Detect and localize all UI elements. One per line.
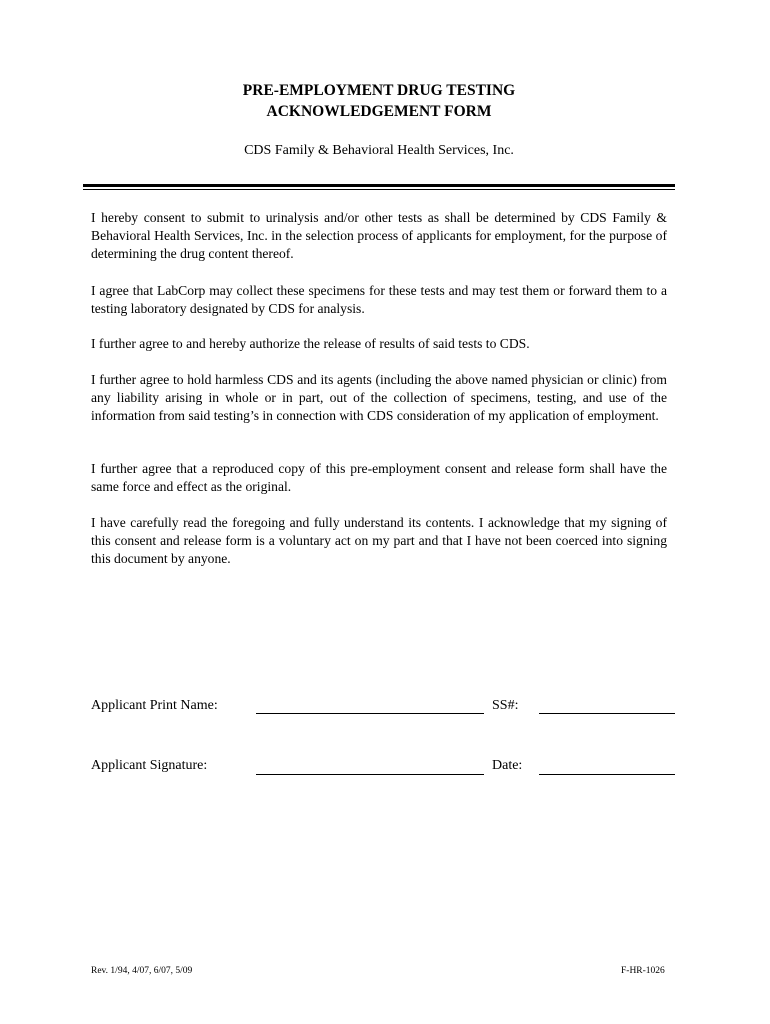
labcorp-paragraph: I agree that LabCorp may collect these specimens for these tests and may test them or forward them to a testing laboratory designated by CDS for analysis. <box>91 283 667 316</box>
revision-note: Rev. 1/94, 4/07, 6/07, 5/09 <box>91 966 193 976</box>
date-field[interactable] <box>539 774 675 775</box>
form-title-line-1: PRE-EMPLOYMENT DRUG TESTING <box>242 82 516 99</box>
reproduced-copy-paragraph: I further agree that a reproduced copy of this pre-employment consent and release form shall have the same force and effect as the original. <box>91 461 667 494</box>
header-divider-thin <box>83 189 675 190</box>
acknowledgement-paragraph: I have carefully read the foregoing and fully understand its contents. I acknowledge that my signing of this consent and release form is a voluntary act on my part and that I have not been coerced into signing this document by anyone. <box>91 515 667 566</box>
ss-field[interactable] <box>539 713 675 714</box>
hold-harmless-paragraph: I further agree to hold harmless CDS and its agents (including the above named physician or clinic) from any liability arising in whole or in part, out of the collection of specimens, testing, and use of the information from said testing’s in connection with CDS consideration of my application of employment. <box>91 372 667 423</box>
organization-name: CDS Family & Behavioral Health Services, Inc. <box>244 143 514 158</box>
release-paragraph: I further agree to and hereby authorize the release of results of said tests to CDS. <box>91 336 530 351</box>
header-divider-thick <box>83 184 675 187</box>
consent-paragraph: I hereby consent to submit to urinalysis and/or other tests as shall be determined by CDS Family & Behavioral Health Services, Inc. in the selection process of applicants for employment, for the purpose of determining the drug content thereof. <box>91 210 667 261</box>
print-name-label: Applicant Print Name: <box>91 698 218 713</box>
form-number: F-HR-1026 <box>621 966 665 976</box>
date-label: Date: <box>492 758 523 773</box>
signature-field[interactable] <box>256 774 484 775</box>
ss-label: SS#: <box>492 698 519 713</box>
signature-label: Applicant Signature: <box>91 758 208 773</box>
form-title-line-2: ACKNOWLEDGEMENT FORM <box>266 103 492 120</box>
print-name-field[interactable] <box>256 713 484 714</box>
